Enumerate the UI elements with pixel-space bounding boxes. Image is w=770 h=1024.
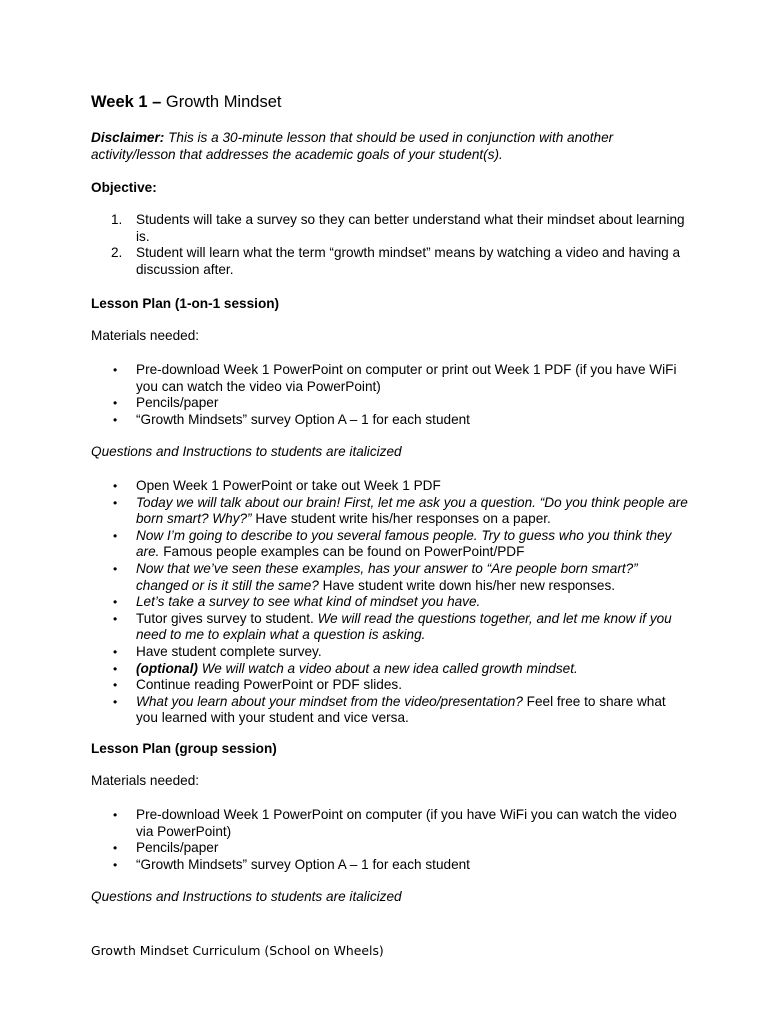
group-heading: Lesson Plan (group session)	[91, 741, 277, 756]
one-on-one-note: Questions and Instructions to students are italicized	[91, 444, 402, 459]
bullet-icon: •	[113, 611, 118, 626]
one-on-one-materials-label: Materials needed:	[91, 328, 200, 343]
bullet-icon: •	[113, 412, 118, 427]
step-text: Have student write down his/her new responses.	[318, 577, 616, 593]
bullet-icon: •	[113, 528, 118, 543]
list-item	[91, 412, 691, 429]
step-italic-text: Let’s take a survey to see what kind of mindset you have.	[136, 594, 481, 610]
objective-text: Students will take a survey so they can better understand what their mindset about learning is.	[136, 212, 685, 244]
objective-number: 2.	[111, 245, 123, 261]
step-text: Open Week 1 PowerPoint or take out Week 1 PDF	[136, 478, 441, 493]
one-on-one-heading: Lesson Plan (1-on-1 session)	[91, 296, 280, 311]
list-item	[91, 807, 691, 840]
bullet-icon: •	[113, 841, 118, 856]
bullet-icon: •	[113, 661, 118, 676]
bullet-icon: •	[113, 808, 118, 822]
title-topic: Growth Mindset	[165, 93, 282, 111]
disclaimer	[91, 130, 691, 163]
disclaimer-text: This is a 30-minute lesson that should be used in conjunction with another activity/lesson that addresses the academic goals of your student(s).	[91, 130, 614, 162]
page-title	[91, 92, 691, 112]
list-item	[91, 594, 691, 611]
list-item	[91, 677, 691, 694]
list-item-text: “Growth Mindsets” survey Option A – 1 for each student	[136, 411, 470, 427]
step-text: Have student complete survey.	[136, 643, 322, 659]
bullet-icon: •	[113, 678, 118, 693]
step-text: Tutor gives survey to student.	[136, 610, 318, 626]
list-item	[91, 561, 691, 594]
list-item	[91, 840, 691, 857]
list-item	[91, 857, 691, 874]
objective-number: 1.	[111, 212, 123, 227]
step-italic-text: We will read the questions together, and let me know if you need to me to explain what a question is asking.	[136, 610, 672, 643]
list-item	[91, 528, 691, 561]
list-item	[91, 611, 691, 644]
objective-item	[91, 245, 691, 278]
bullet-icon: •	[113, 595, 118, 610]
bullet-icon: •	[113, 644, 118, 659]
step-italic-text: We will watch a video about a new idea called growth mindset.	[197, 660, 578, 676]
one-on-one-materials-list	[91, 362, 691, 428]
list-item-text: “Growth Mindsets” survey Option A – 1 for each student	[136, 856, 470, 872]
step-text: Famous people examples can be found on PowerPoint/PDF	[159, 544, 525, 560]
objective-heading: Objective:	[91, 180, 157, 195]
objective-text: Student will learn what the term “growth mindset” means by watching a video and having a discussion after.	[136, 245, 681, 277]
bullet-icon: •	[113, 857, 118, 872]
disclaimer-label: Disclaimer:	[91, 130, 165, 145]
step-text: Feel free to share what you learned with your student and vice versa.	[136, 693, 666, 726]
list-item-text: Pre-download Week 1 PowerPoint on computer (if you have WiFi you can watch the video via PowerPoint)	[136, 807, 677, 839]
step-italic-text: What you learn about your mindset from the video/presentation?	[136, 693, 523, 709]
group-note: Questions and Instructions to students are italicized	[91, 889, 402, 904]
list-item-text: Pencils/paper	[136, 395, 219, 411]
group-materials-list	[91, 807, 691, 873]
group-materials-label: Materials needed:	[91, 773, 200, 788]
list-item	[91, 362, 691, 395]
bullet-icon: •	[113, 495, 118, 510]
list-item	[91, 495, 691, 528]
title-week: Week 1 –	[91, 93, 162, 111]
list-item	[91, 644, 691, 661]
one-on-one-steps-list	[91, 478, 691, 727]
list-item	[91, 661, 691, 678]
step-optional-label: (optional)	[136, 660, 198, 676]
bullet-icon: •	[113, 479, 118, 493]
step-text: Continue reading PowerPoint or PDF slides.	[136, 677, 402, 693]
list-item	[91, 478, 691, 495]
list-item	[91, 395, 691, 412]
list-item	[91, 694, 691, 727]
step-text: Have student write his/her responses on a paper.	[251, 511, 551, 527]
step-italic-text: Now that we’ve seen these examples, has your answer to “Are people born smart?” changed or is it still the same?	[136, 560, 638, 593]
bullet-icon: •	[113, 694, 118, 709]
bullet-icon: •	[113, 561, 118, 576]
objective-list	[91, 212, 691, 278]
step-italic-text: Today we will talk about our brain! First, let me ask you a question. “Do you think people are born smart? Why?”	[136, 494, 688, 527]
list-item-text: Pencils/paper	[136, 840, 219, 856]
bullet-icon: •	[113, 396, 118, 411]
step-italic-text: Now I’m going to describe to you several famous people. Try to guess who you think they are.	[136, 527, 672, 560]
page-footer: Growth Mindset Curriculum (School on Wheels)	[91, 943, 384, 958]
bullet-icon: •	[113, 363, 118, 377]
list-item-text: Pre-download Week 1 PowerPoint on computer or print out Week 1 PDF (if you have WiFi you can watch the video via PowerPoint)	[136, 362, 677, 394]
objective-item	[91, 212, 691, 245]
